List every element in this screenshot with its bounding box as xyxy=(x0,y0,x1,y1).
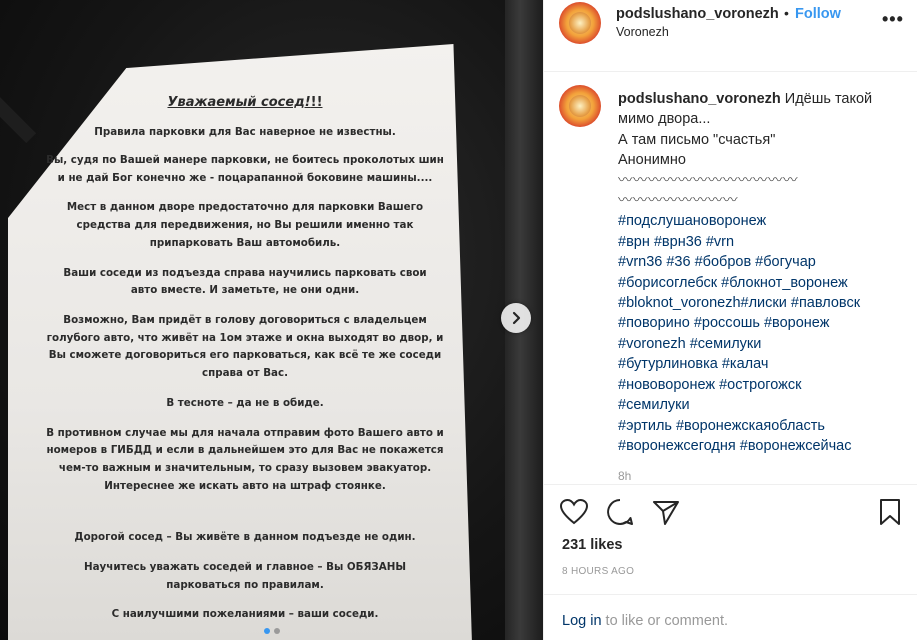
hashtag-line[interactable]: #поворино #россошь #воронеж xyxy=(618,315,830,332)
like-button[interactable] xyxy=(559,497,589,527)
post-actions xyxy=(544,484,917,577)
caption-line: Анонимно xyxy=(618,152,686,169)
post-caption xyxy=(618,89,908,456)
letter-paragraph: Вы, судя по Вашей манере парковки, не боитесь проколотых шин и не дай Бог конечно же - поцарапанной боковине машины.... xyxy=(46,154,444,184)
next-photo-button[interactable] xyxy=(501,303,531,333)
caption-time: 8h xyxy=(618,469,632,483)
login-prompt xyxy=(544,594,917,640)
header-separator: • xyxy=(784,5,789,21)
letter-closing: Научитесь уважать соседей и главное – Вы ОБЯЗАНЫ парковаться по правилам. xyxy=(83,561,407,591)
letter-paragraph: В противном случае мы для начала отправим фото Вашего авто и номеров в ГИБДД и если в дальнейшем это для Вас не покажется чем-то важным и значительным, то сразу вызовем эвакуатор. Интереснее же искать авто на штраф стоянке. xyxy=(46,426,444,492)
login-link[interactable]: Log in xyxy=(562,613,602,629)
comments-section[interactable] xyxy=(544,73,917,483)
hashtag-line[interactable]: #воронежсегодня #воронежсейчас xyxy=(618,437,852,454)
carousel-dot xyxy=(274,628,280,634)
hashtag-line[interactable]: #семилуки xyxy=(618,397,690,414)
letter-paragraph: В тесноте – да не в обиде. xyxy=(166,396,324,409)
letter-closing: Дорогой сосед – Вы живёте в данном подъезде не один. xyxy=(74,531,416,544)
comment-button[interactable] xyxy=(605,497,635,527)
hashtag-line[interactable]: #bloknot_voronezh#лиски #павловск xyxy=(618,295,861,312)
caption-line: А там письмо "счастья" xyxy=(618,131,776,148)
hashtag-line[interactable]: #врн #врн36 #vrn xyxy=(618,233,735,250)
more-options-icon[interactable]: ••• xyxy=(882,9,904,29)
letter-greeting: Уважаемый сосед!!! xyxy=(167,95,323,110)
letter-paragraph: Мест в данном дворе предостаточно для парковки Вашего средства для передвижения, но Вы решили именно так припарковать Ваш автомобиль. xyxy=(66,201,424,249)
hashtag-line[interactable]: #борисоглебск #блокнот_воронеж xyxy=(618,274,848,291)
share-button[interactable] xyxy=(651,497,681,527)
caption-wave: 〰〰〰〰〰〰〰〰 xyxy=(618,193,738,210)
login-rest: to like or comment. xyxy=(601,613,729,629)
caption-avatar[interactable] xyxy=(559,85,601,127)
share-icon xyxy=(652,499,680,525)
post-sidebar xyxy=(543,0,917,640)
hashtag-line[interactable]: #бутурлиновка #калач xyxy=(618,356,769,373)
carousel-indicator xyxy=(264,628,280,634)
letter-paragraph: Правила парковки для Вас наверное не известны. xyxy=(94,126,396,139)
letter-text xyxy=(40,92,450,636)
letter-gap xyxy=(40,507,450,529)
hashtag-line[interactable]: #подслушановоронеж xyxy=(618,213,767,230)
caption-username[interactable]: podslushano_voronezh xyxy=(618,91,781,107)
follow-button[interactable]: Follow xyxy=(795,6,841,22)
avatar[interactable] xyxy=(559,2,601,44)
hashtag-line[interactable]: #нововоронеж #острогожск xyxy=(618,376,802,393)
location-link[interactable]: Voronezh xyxy=(616,25,669,39)
comment-icon xyxy=(606,498,634,526)
save-button[interactable] xyxy=(875,497,905,527)
carousel-dot-active xyxy=(264,628,270,634)
post-header xyxy=(544,0,917,72)
bookmark-icon xyxy=(879,498,901,526)
letter-paragraph: Возможно, Вам придёт в голову договориться с владельцем голубого авто, что живёт на 1ом этаже и окна выходят во двор, и Вы сможете договориться его парковаться, как всё те же соседи справа от Вас. xyxy=(46,313,444,380)
header-username[interactable]: podslushano_voronezh xyxy=(616,6,779,22)
login-text xyxy=(562,613,728,629)
letter-paragraph: Ваши соседи из подъезда справа научились парковать свои авто вместе. И заметьте, не они одни. xyxy=(63,266,427,297)
heart-icon xyxy=(560,499,588,525)
hashtag-line[interactable]: #voronezh #семилуки xyxy=(618,335,762,352)
like-count[interactable]: 231 likes xyxy=(562,537,623,553)
chevron-right-icon xyxy=(509,311,523,325)
caption-line: Идёшь такой мимо двора... xyxy=(618,91,873,128)
letter-closing: С наилучшими пожеланиями – ваши соседи. xyxy=(111,608,379,621)
hashtag-line[interactable]: #эртиль #воронежскаяобласть xyxy=(618,417,825,434)
caption-wave: 〰〰〰〰〰〰〰〰〰〰〰〰 xyxy=(618,172,798,189)
hashtag-line[interactable]: #vrn36 #36 #бобров #богучар xyxy=(618,254,816,271)
post-timestamp[interactable]: 8 HOURS AGO xyxy=(562,566,635,577)
